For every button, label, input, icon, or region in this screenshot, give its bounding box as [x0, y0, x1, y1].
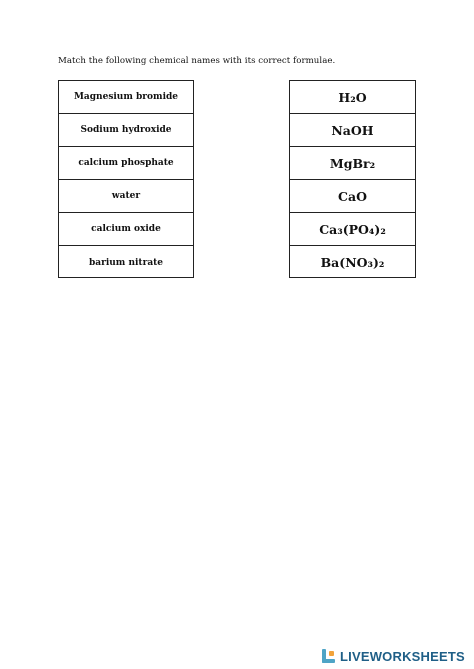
name-cell-water[interactable]: water: [59, 180, 193, 213]
liveworksheets-logo: [321, 646, 465, 666]
formula-cell-ca3po42[interactable]: Ca₃(PO₄)₂: [290, 213, 415, 246]
name-cell-magnesium-bromide[interactable]: Magnesium bromide: [59, 81, 193, 114]
name-cell-calcium-oxide[interactable]: calcium oxide: [59, 213, 193, 246]
name-cell-calcium-phosphate[interactable]: calcium phosphate: [59, 147, 193, 180]
formula-cell-naoh[interactable]: NaOH: [290, 114, 415, 147]
name-cell-sodium-hydroxide[interactable]: Sodium hydroxide: [59, 114, 193, 147]
formula-cell-bano32[interactable]: Ba(NO₃)₂: [320, 255, 385, 270]
formula-cell-mgbr2[interactable]: MgBr₂: [290, 147, 415, 180]
name-cell-barium-nitrate[interactable]: barium nitrate: [88, 257, 164, 268]
names-column: [58, 80, 194, 278]
brand-name: LIVEWORKSHEETS: [340, 648, 465, 664]
formula-cell-h2o[interactable]: H₂O: [290, 81, 415, 114]
formula-cell-cao[interactable]: CaO: [290, 180, 415, 213]
formulae-column: [289, 80, 416, 278]
instruction-text: Match the following chemical names with its correct formulae.: [58, 56, 336, 66]
liveworksheets-logo-icon: [321, 649, 335, 663]
